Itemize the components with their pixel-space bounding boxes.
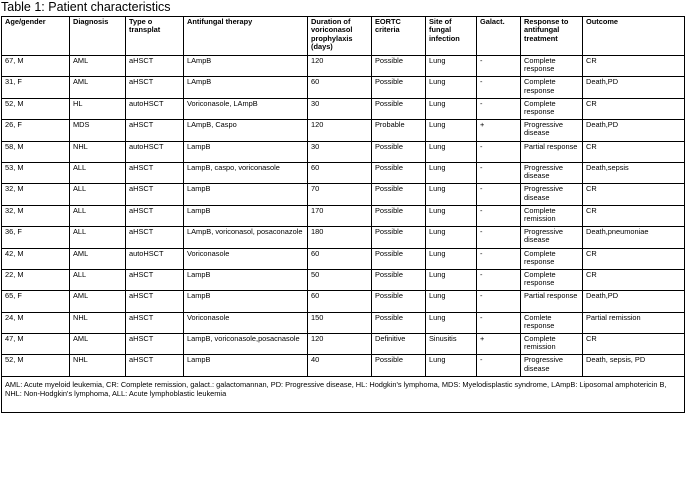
table-cell: - bbox=[477, 248, 521, 269]
table-cell: Comlete response bbox=[521, 312, 583, 333]
table-cell: Lung bbox=[426, 56, 477, 77]
table-cell: autoHSCT bbox=[126, 98, 184, 119]
table-cell: aHSCT bbox=[126, 205, 184, 226]
table-cell: 67, M bbox=[2, 56, 70, 77]
table-cell: Lung bbox=[426, 120, 477, 141]
table-cell: Probable bbox=[372, 120, 426, 141]
table-row bbox=[2, 205, 685, 226]
table-row bbox=[2, 312, 685, 333]
header-cell: Galact. bbox=[477, 17, 521, 56]
header-cell: Diagnosis bbox=[70, 17, 126, 56]
table-cell: Possible bbox=[372, 248, 426, 269]
table-cell: ALL bbox=[70, 162, 126, 183]
table-cell: - bbox=[477, 355, 521, 376]
table-cell: Death,sepsis bbox=[583, 162, 685, 183]
table-cell: AML bbox=[70, 56, 126, 77]
table-cell: 22, M bbox=[2, 269, 70, 290]
table-row bbox=[2, 355, 685, 376]
table-cell: 52, M bbox=[2, 98, 70, 119]
table-cell: Lung bbox=[426, 162, 477, 183]
table-cell: CR bbox=[583, 205, 685, 226]
table-cell: CR bbox=[583, 334, 685, 355]
table-cell: - bbox=[477, 98, 521, 119]
table-row bbox=[2, 184, 685, 205]
table-cell: aHSCT bbox=[126, 162, 184, 183]
table-cell: Voriconasole, LAmpB bbox=[184, 98, 308, 119]
table-cell: 32, M bbox=[2, 184, 70, 205]
table-row bbox=[2, 162, 685, 183]
table-cell: Lung bbox=[426, 312, 477, 333]
table-cell: CR bbox=[583, 184, 685, 205]
table-cell: 180 bbox=[308, 227, 372, 248]
table-footnote: AML: Acute myeloid leukemia, CR: Complete remission, galact.: galactomannan, PD: Progressive disease, HL: Hodgkin's lymphoma, MDS: Myelodisplastic syndrome, LAmpB: Liposomal amphotericin B, NHL: Non-Hodgkin's lymphoma, ALL: Acute lymphoblastic leukemia bbox=[2, 376, 685, 412]
table-row bbox=[2, 120, 685, 141]
table-cell: AML bbox=[70, 248, 126, 269]
table-cell: aHSCT bbox=[126, 120, 184, 141]
table-cell: 24, M bbox=[2, 312, 70, 333]
table-footer bbox=[2, 376, 685, 412]
table-cell: LAmpB, voriconasol, posaconazole bbox=[184, 227, 308, 248]
table-cell: LampB bbox=[184, 269, 308, 290]
table-cell: autoHSCT bbox=[126, 248, 184, 269]
table-cell: 120 bbox=[308, 56, 372, 77]
table-cell: Progressive disease bbox=[521, 162, 583, 183]
table-cell: 47, M bbox=[2, 334, 70, 355]
table-cell: Lung bbox=[426, 269, 477, 290]
table-cell: 52, M bbox=[2, 355, 70, 376]
table-cell: + bbox=[477, 334, 521, 355]
table-cell: + bbox=[477, 120, 521, 141]
table-cell: ALL bbox=[70, 227, 126, 248]
table-row bbox=[2, 98, 685, 119]
header-row bbox=[2, 17, 685, 56]
table-cell: CR bbox=[583, 98, 685, 119]
table-cell: AML bbox=[70, 291, 126, 312]
table-cell: Death,PD bbox=[583, 291, 685, 312]
table-cell: LampB bbox=[184, 355, 308, 376]
table-cell: Possible bbox=[372, 355, 426, 376]
table-cell: 42, M bbox=[2, 248, 70, 269]
header-cell: Age/gender bbox=[2, 17, 70, 56]
table-cell: 60 bbox=[308, 248, 372, 269]
table-cell: Lung bbox=[426, 205, 477, 226]
table-cell: LampB bbox=[184, 184, 308, 205]
table-cell: ALL bbox=[70, 269, 126, 290]
table-cell: 65, F bbox=[2, 291, 70, 312]
table-cell: - bbox=[477, 141, 521, 162]
table-cell: NHL bbox=[70, 355, 126, 376]
patient-characteristics-table bbox=[1, 16, 685, 413]
table-cell: Partial response bbox=[521, 291, 583, 312]
table-cell: - bbox=[477, 227, 521, 248]
table-header bbox=[2, 17, 685, 56]
table-cell: Possible bbox=[372, 56, 426, 77]
table-cell: Complete response bbox=[521, 248, 583, 269]
table-cell: 150 bbox=[308, 312, 372, 333]
table-cell: AML bbox=[70, 334, 126, 355]
table-cell: 32, M bbox=[2, 205, 70, 226]
table-cell: NHL bbox=[70, 141, 126, 162]
table-cell: - bbox=[477, 184, 521, 205]
table-cell: CR bbox=[583, 141, 685, 162]
table-cell: Death,PD bbox=[583, 77, 685, 98]
table-body bbox=[2, 56, 685, 377]
table-cell: Complete response bbox=[521, 77, 583, 98]
table-cell: Lung bbox=[426, 141, 477, 162]
table-row bbox=[2, 77, 685, 98]
table-cell: Voriconasole bbox=[184, 248, 308, 269]
table-row bbox=[2, 248, 685, 269]
table-cell: 36, F bbox=[2, 227, 70, 248]
table-cell: Complete response bbox=[521, 56, 583, 77]
table-cell: 40 bbox=[308, 355, 372, 376]
table-cell: Possible bbox=[372, 141, 426, 162]
table-cell: Progressive disease bbox=[521, 120, 583, 141]
table-cell: Voriconasole bbox=[184, 312, 308, 333]
table-cell: aHSCT bbox=[126, 334, 184, 355]
table-cell: LampB bbox=[184, 291, 308, 312]
table-cell: Possible bbox=[372, 98, 426, 119]
table-cell: Death, sepsis, PD bbox=[583, 355, 685, 376]
table-cell: Lung bbox=[426, 77, 477, 98]
header-cell: Duration of voriconasol prophylaxis (days) bbox=[308, 17, 372, 56]
table-cell: Possible bbox=[372, 184, 426, 205]
table-cell: 58, M bbox=[2, 141, 70, 162]
header-cell: Outcome bbox=[583, 17, 685, 56]
table-cell: ALL bbox=[70, 205, 126, 226]
table-cell: CR bbox=[583, 248, 685, 269]
table-cell: 30 bbox=[308, 141, 372, 162]
table-cell: MDS bbox=[70, 120, 126, 141]
table-cell: 60 bbox=[308, 291, 372, 312]
table-cell: LampB, caspo, voriconasole bbox=[184, 162, 308, 183]
table-cell: 53, M bbox=[2, 162, 70, 183]
table-cell: Lung bbox=[426, 291, 477, 312]
table-cell: Death,pneumoniae bbox=[583, 227, 685, 248]
table-cell: Partial response bbox=[521, 141, 583, 162]
table-cell: Possible bbox=[372, 269, 426, 290]
table-cell: Complete response bbox=[521, 98, 583, 119]
table-cell: 70 bbox=[308, 184, 372, 205]
table-cell: 50 bbox=[308, 269, 372, 290]
table-cell: 26, F bbox=[2, 120, 70, 141]
table-cell: aHSCT bbox=[126, 56, 184, 77]
table-cell: HL bbox=[70, 98, 126, 119]
header-cell: Antifungal therapy bbox=[184, 17, 308, 56]
table-cell: LAmpB, Caspo bbox=[184, 120, 308, 141]
table-cell: Possible bbox=[372, 312, 426, 333]
table-cell: 120 bbox=[308, 334, 372, 355]
table-cell: 60 bbox=[308, 77, 372, 98]
table-cell: aHSCT bbox=[126, 291, 184, 312]
footnote-row bbox=[2, 376, 685, 412]
table-row bbox=[2, 334, 685, 355]
table-cell: - bbox=[477, 312, 521, 333]
table-cell: - bbox=[477, 77, 521, 98]
table-caption: Table 1: Patient characteristics bbox=[1, 0, 171, 14]
table-cell: autoHSCT bbox=[126, 141, 184, 162]
table-cell: CR bbox=[583, 56, 685, 77]
table-cell: Complete remission bbox=[521, 205, 583, 226]
table-cell: aHSCT bbox=[126, 312, 184, 333]
table-cell: - bbox=[477, 269, 521, 290]
header-cell: Site of fungal infection bbox=[426, 17, 477, 56]
table-cell: Lung bbox=[426, 98, 477, 119]
table-cell: Death,PD bbox=[583, 120, 685, 141]
table-cell: LAmpB bbox=[184, 56, 308, 77]
table-row bbox=[2, 141, 685, 162]
table-cell: Definitive bbox=[372, 334, 426, 355]
table-cell: LAmpB bbox=[184, 77, 308, 98]
table-cell: LampB bbox=[184, 141, 308, 162]
table-cell: ALL bbox=[70, 184, 126, 205]
table-cell: Complete remission bbox=[521, 334, 583, 355]
table-cell: Possible bbox=[372, 162, 426, 183]
table-cell: Possible bbox=[372, 227, 426, 248]
table-cell: LampB bbox=[184, 205, 308, 226]
header-cell: Response to antifungal treatment bbox=[521, 17, 583, 56]
table-cell: - bbox=[477, 56, 521, 77]
table-cell: Progressive disease bbox=[521, 355, 583, 376]
table-cell: Lung bbox=[426, 184, 477, 205]
table-cell: 30 bbox=[308, 98, 372, 119]
table-row bbox=[2, 269, 685, 290]
table-cell: aHSCT bbox=[126, 77, 184, 98]
table-cell: Lung bbox=[426, 227, 477, 248]
table-cell: - bbox=[477, 205, 521, 226]
table-cell: Complete response bbox=[521, 269, 583, 290]
table-cell: 31, F bbox=[2, 77, 70, 98]
table-row bbox=[2, 56, 685, 77]
table-cell: NHL bbox=[70, 312, 126, 333]
table-cell: - bbox=[477, 291, 521, 312]
table-cell: - bbox=[477, 162, 521, 183]
table-cell: 170 bbox=[308, 205, 372, 226]
table-cell: aHSCT bbox=[126, 269, 184, 290]
table-cell: Sinusitis bbox=[426, 334, 477, 355]
table-cell: Possible bbox=[372, 291, 426, 312]
table-cell: Progressive disease bbox=[521, 184, 583, 205]
table-cell: aHSCT bbox=[126, 355, 184, 376]
table-cell: Lung bbox=[426, 355, 477, 376]
table-cell: aHSCT bbox=[126, 184, 184, 205]
table-cell: 60 bbox=[308, 162, 372, 183]
header-cell: Type o transplat bbox=[126, 17, 184, 56]
table-cell: AML bbox=[70, 77, 126, 98]
table-cell: aHSCT bbox=[126, 227, 184, 248]
table-row bbox=[2, 227, 685, 248]
table-cell: LampB, voriconasole,posacnasole bbox=[184, 334, 308, 355]
header-cell: EORTC criteria bbox=[372, 17, 426, 56]
table-cell: Possible bbox=[372, 205, 426, 226]
table-cell: Lung bbox=[426, 248, 477, 269]
table-cell: Partial remission bbox=[583, 312, 685, 333]
table-cell: Progressive disease bbox=[521, 227, 583, 248]
table-row bbox=[2, 291, 685, 312]
table-cell: 120 bbox=[308, 120, 372, 141]
table-cell: CR bbox=[583, 269, 685, 290]
table-cell: Possible bbox=[372, 77, 426, 98]
